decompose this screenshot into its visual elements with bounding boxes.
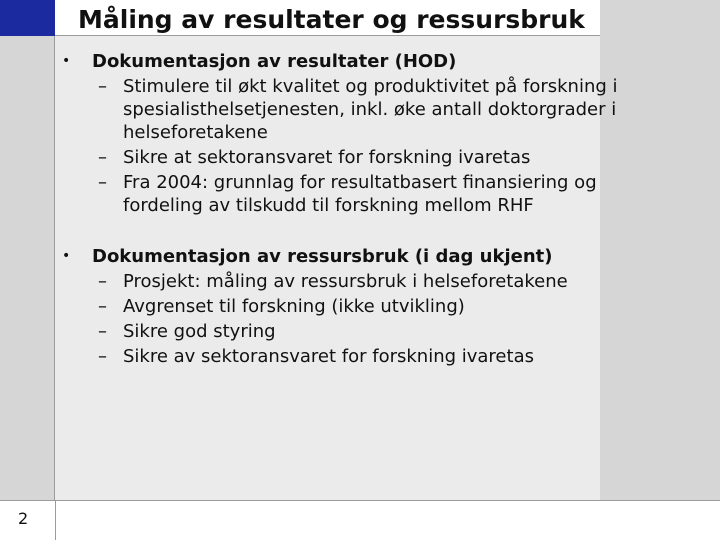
footer-divider [55, 500, 56, 540]
sub-bullet-text: Stimulere til økt kvalitet og produktivitet på forskning i spesialisthelsetjenesten, inkl. øke antall doktorgrader i helseforetakene [123, 76, 618, 143]
bullet-item [62, 245, 682, 268]
sub-bullet-item [62, 146, 682, 169]
dash-icon: – [98, 296, 107, 317]
top-right-band [600, 0, 720, 36]
page-number: 2 [18, 509, 29, 528]
left-gray-band [0, 36, 55, 500]
bullet-text: Dokumentasjon av ressursbruk (i dag ukjent) [92, 246, 553, 267]
slide-title: Måling av resultater og ressursbruk [78, 5, 585, 34]
dash-icon: – [98, 147, 107, 168]
dash-icon: – [98, 172, 107, 193]
dash-icon: – [98, 346, 107, 367]
bullet-list [62, 50, 682, 370]
bullet-dot-icon: • [62, 248, 71, 264]
sub-bullet-text: Prosjekt: måling av ressursbruk i helseforetakene [123, 271, 568, 292]
sub-bullet-item [62, 295, 682, 318]
logo-box [0, 0, 55, 36]
sub-bullet-item [62, 345, 682, 368]
bullet-text: Dokumentasjon av resultater (HOD) [92, 51, 457, 72]
dash-icon: – [98, 76, 107, 97]
sub-bullet-text: Avgrenset til forskning (ikke utvikling) [123, 296, 465, 317]
sub-bullet-item [62, 270, 682, 293]
footer [0, 500, 720, 540]
bullet-item [62, 50, 682, 73]
sub-bullet-item [62, 320, 682, 343]
dash-icon: – [98, 321, 107, 342]
sub-bullet-text: Sikre at sektoransvaret for forskning ivaretas [123, 147, 531, 168]
sub-bullet-item [62, 171, 682, 217]
sub-bullet-item [62, 75, 682, 144]
sub-bullet-text: Fra 2004: grunnlag for resultatbasert finansiering og fordeling av tilskudd til forskning mellom RHF [123, 172, 597, 216]
bullet-spacer [62, 219, 682, 245]
sub-bullet-text: Sikre av sektoransvaret for forskning ivaretas [123, 346, 534, 367]
sub-bullet-text: Sikre god styring [123, 321, 276, 342]
dash-icon: – [98, 271, 107, 292]
bullet-dot-icon: • [62, 53, 71, 69]
